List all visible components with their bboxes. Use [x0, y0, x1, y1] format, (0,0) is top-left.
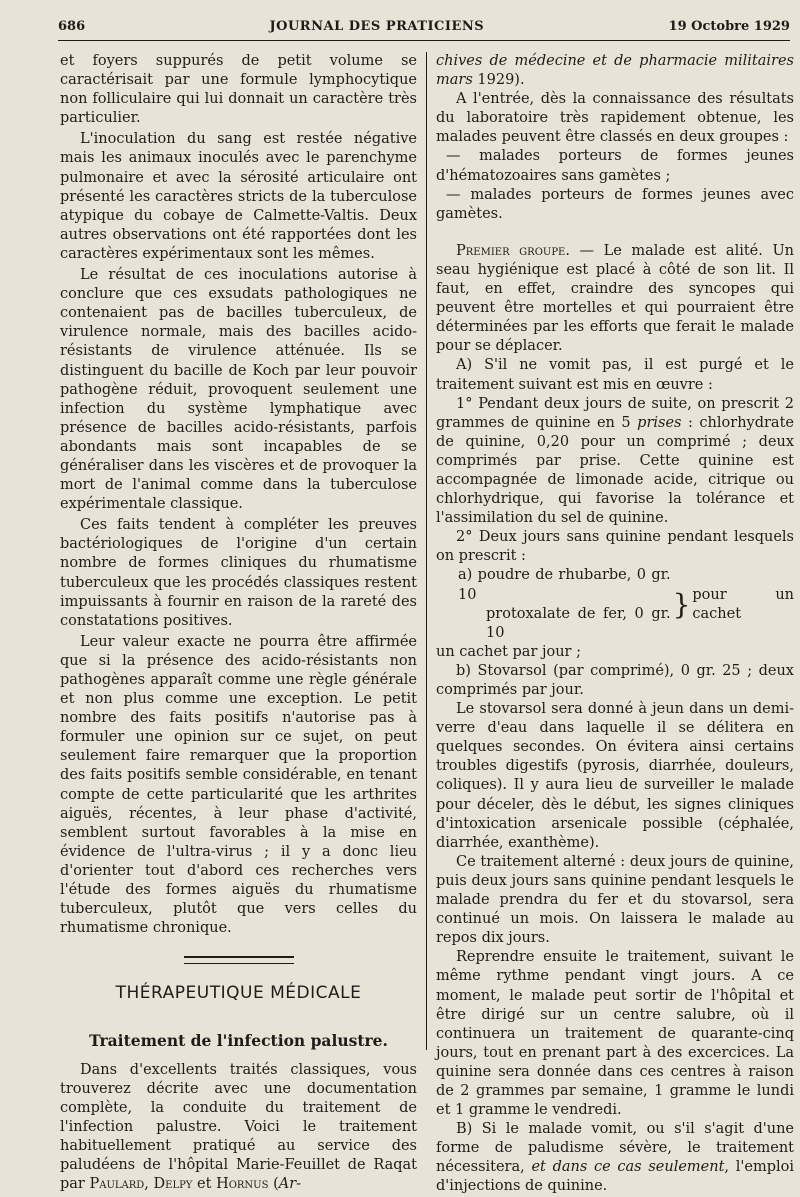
text-run: : chlorhydrate de quinine, 0,20 pour un comprimé ; deux comprimés par prise. Cette quinine est accompagnée de limonade acide, citrique ou chlorhydrique, qui favorise la tolérance et l'assimilation du sel de quinine. [436, 414, 794, 527]
author-name: Delpy [153, 1176, 193, 1193]
prescription-block [458, 566, 794, 642]
paragraph: b) Stovarsol (par comprimé), 0 gr. 25 ; deux comprimés par jour. [436, 662, 794, 698]
article-title: Traitement de l'infection palustre. [89, 1031, 388, 1051]
text-run: B) Si le malade vomit, ou s'il s'agit d'une forme de paludisme sévère, le traitement nécessitera, [436, 1121, 794, 1176]
column-divider [426, 52, 427, 1050]
reference-text: Ar- [278, 1176, 302, 1193]
paragraph [436, 52, 794, 90]
reference-text: chives de médecine et de pharmacie militaires [436, 53, 794, 69]
paragraph: Ces faits tendent à compléter les preuves bactériologiques de l'origine d'un certain nombre de formes cliniques du rhumatisme tuberculeux que les procédés classiques restent impuissants à fournir en raison de la rareté des constatations positives. [60, 517, 417, 629]
paragraph: Le résultat de ces inoculations autorise à conclure que ces exsudats pathologiques ne contenaient pas de bacilles tuberculeux, de virulence normale, mais des bacilles acido-résistants de virulence atténuée. Ils se distinguent du bacille de Koch par leur pouvoir pathogène réduit, provoquent seulement une infection du système lymphatique avec présence de bacilles acido-résistants, parfois abondants mais sont incapables de se généraliser dans les viscères et de provoquer la mort de l'animal comme dans la tuberculose expérimentale classique. [60, 267, 417, 513]
paragraph: L'inoculation du sang est restée négative mais les animaux inoculés avec le parenchyme pulmonaire et avec la sérosité articulaire ont présenté les caractères stricts de la tuberculose atypique du cobaye de Calmette-Valtis. Deux autres observations ont été rapportées dont les caractères expérimentaux sont les mêmes. [60, 131, 417, 262]
paragraph: un cachet par jour ; [436, 643, 581, 660]
page-number: 686 [58, 18, 86, 34]
header-rule [58, 40, 790, 41]
prescription-line: a) poudre de rhubarbe, 0 gr. 10 [458, 567, 671, 603]
prescription-note: pour un cachet [692, 586, 794, 622]
paragraph: A) S'il ne vomit pas, il est purgé et le traitement suivant est mis en œuvre : [436, 357, 794, 393]
journal-title: JOURNAL DES PRATICIENS [269, 18, 485, 34]
right-column [436, 52, 795, 1195]
paragraph [436, 242, 794, 357]
reference-text: mars [436, 72, 473, 89]
text-run: ( [268, 1176, 279, 1193]
emphasis: et dans ce cas seulement [531, 1159, 725, 1176]
paragraph: et foyers suppurés de petit volume se caractérisait par une formule lymphocytique non folliculaire qui lui donnait un caractère très particulier. [60, 53, 417, 127]
section-title: THÉRAPEUTIQUE MÉDICALE [115, 983, 362, 1004]
paragraph [436, 1120, 794, 1196]
left-column [60, 52, 417, 1193]
author-name: Paulard [89, 1176, 145, 1193]
list-item: — malades porteurs de formes jeunes avec gamètes. [436, 186, 794, 222]
issue-date: 19 Octobre 1929 [668, 18, 790, 34]
text-run: 1929). [472, 72, 525, 89]
paragraph: Dans d'excellents traités classiques, vous trouverez décrite avec une documentation complète, la conduite du traitement de l'infection palustre. Voici le traitement habituellement pratiqué au service des paludéens de l'hôpital Marie-Feuillet de Raqat par Paulard, Delpy et Hornus (Ar- [60, 1061, 417, 1193]
emphasis: prises [637, 414, 682, 431]
prescription-line: protoxalate de fer, 0 gr. 10 [486, 605, 671, 641]
text-run: — Le malade est alité. Un seau hygiénique est placé à côté de son lit. Il faut, en effet, craindre des syncopes qui peuvent être mortelles et qui pourraient être déterminées par les efforts que ferait le malade pour se déplacer. [436, 242, 795, 355]
group-label: Premier groupe. [456, 242, 570, 259]
page-header [58, 14, 790, 38]
list-item: — malades porteurs de formes jeunes d'hématozoaires sans gamètes ; [436, 148, 794, 184]
paragraph: Le stovarsol sera donné à jeun dans un demi-verre d'eau dans laquelle il se délitera en quelques secondes. On évitera ainsi certains troubles digestifs (pyrosis, diarrhée, douleurs, coliques). Il y aura lieu de surveiller le malade pour déceler, dès le début, les signes cliniques d'intoxication arsenicale possible (céphalée, diarrhée, exanthème). [436, 701, 794, 851]
text-run: Dans d'excellents traités classiques, vous trouverez décrite avec une documentation complète, la conduite du traitement de l'infection palustre. Voici le traitement habituellement pratiqué au service des paludéens de l'hôpital Marie-Feuillet de Raqat par [60, 1061, 417, 1193]
text-run: et [192, 1176, 217, 1193]
paragraph [436, 395, 794, 529]
author-name: Hornus [216, 1176, 269, 1193]
paragraph: 2° Deux jours sans quinine pendant lesquels on prescrit : [436, 529, 794, 565]
paragraph: A l'entrée, dès la connaissance des résultats du laboratoire très rapidement obtenue, les malades peuvent être classés en deux groupes : [436, 91, 794, 146]
brace-glyph: } [672, 587, 691, 621]
text-run: , l'emploi d'injections de quinine. [436, 1159, 794, 1195]
text-run: 1° Pendant deux jours de suite, on prescrit 2 grammes de quinine en 5 [436, 395, 794, 431]
section-ornament [184, 956, 294, 964]
paragraph: Ce traitement alterné : deux jours de quinine, puis deux jours sans quinine pendant lesquels le malade prendra du fer et du stovarsol, sera continué un mois. On laissera le malade au repos dix jours. [436, 853, 794, 947]
paragraph: Reprendre ensuite le traitement, suivant le même rythme pendant vingt jours. A ce moment, le malade peut sortir de l'hôpital et être dirigé sur un centre salubre, où il continuera un traitement de quarante-cinq jours, tout en prenant part à des excercices. La quinine sera donnée dans ces centres à raison de 2 grammes par semaine, 1 gramme le lundi et 1 gramme le vendredi. [436, 949, 794, 1119]
paragraph: Leur valeur exacte ne pourra être affirmée que si la présence des acido-résistants non pathogènes apparaît comme une règle générale et non plus comme une exception. Le petit nombre des faits positifs n'autorise pas à formuler une opinion sur ce sujet, on peut seulement faire remarquer que la proportion des faits positifs semble considérable, en tenant compte de cette particularité que les arthrites aiguës, récentes, à leur phase d'activité, semblent surtout favorables à la mise en évidence de l'ultra-virus ; il y a donc lieu d'orienter tout d'abord ces recherches vers l'étude des formes aiguës du rhumatisme tuberculeux, plutôt que vers celles du rhumatisme chronique. [60, 633, 417, 937]
prescription-lines [458, 566, 671, 642]
